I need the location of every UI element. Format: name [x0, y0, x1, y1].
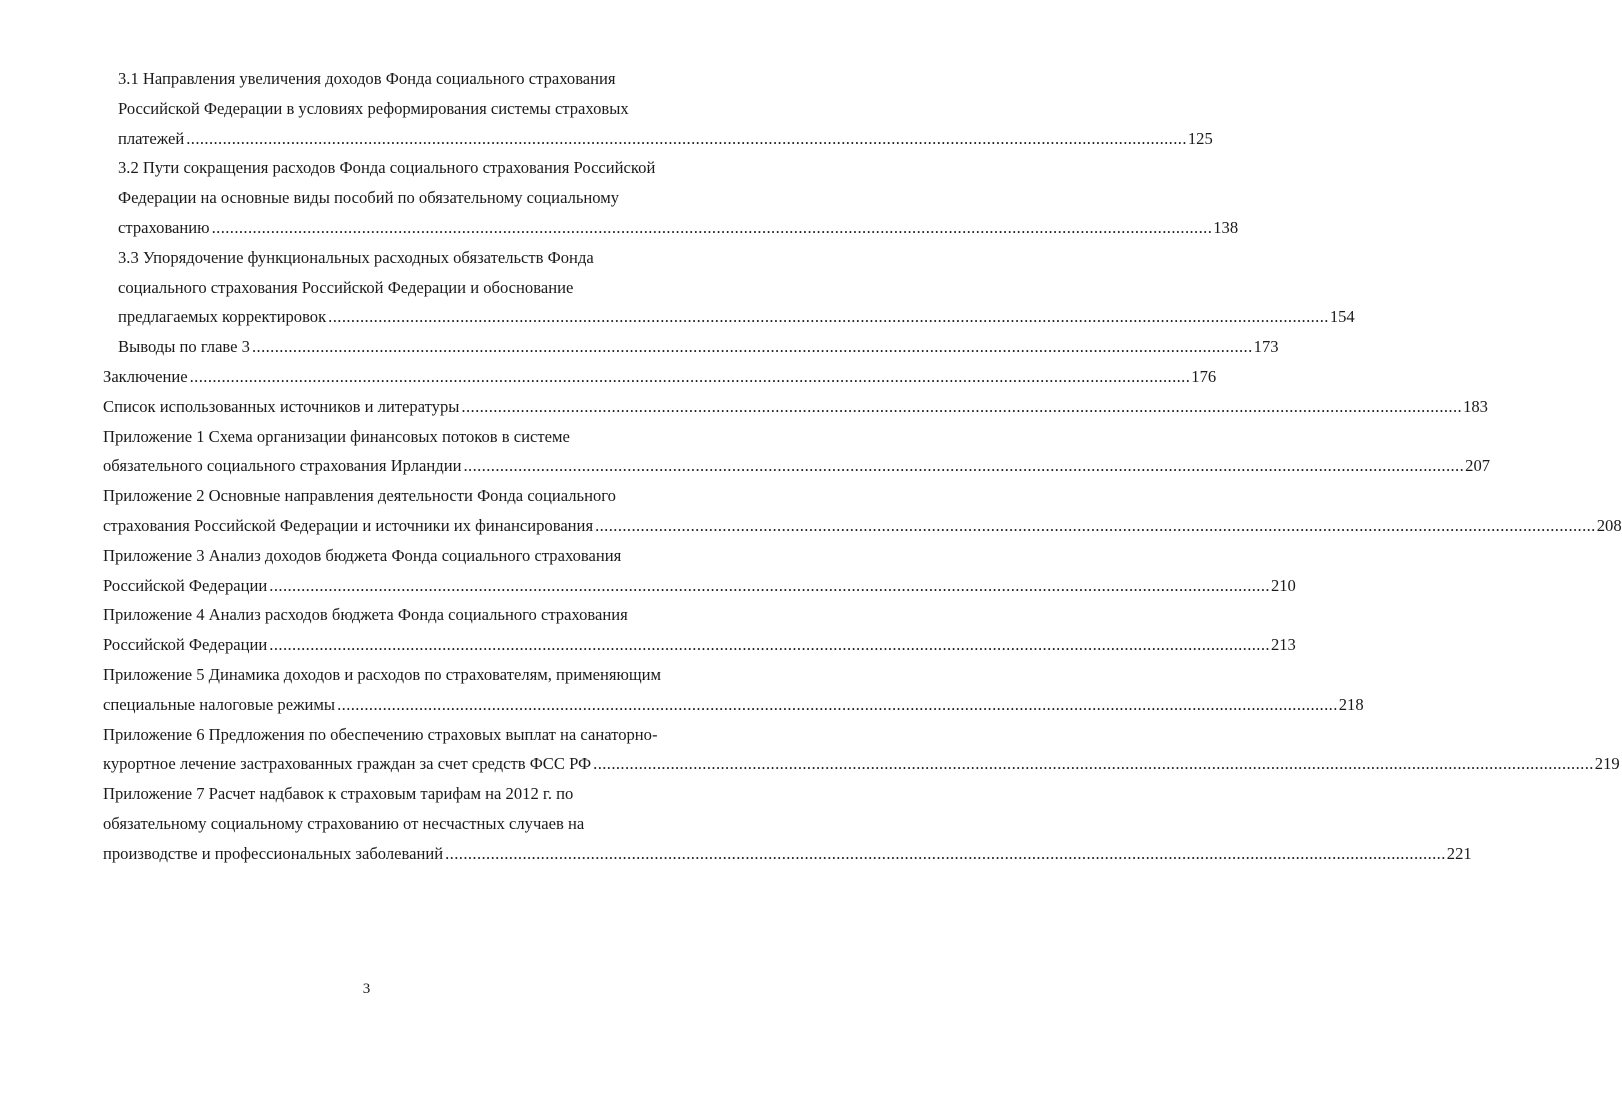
toc-entry-chapter-3-conclusions — [118, 332, 1279, 362]
toc-page-number: 176 — [1191, 366, 1217, 386]
toc-entry-appendix-4 — [103, 600, 1296, 660]
toc-entry-text: Заключение — [103, 366, 188, 386]
dot-leader: ............................................................................................................................................................................................................................ — [593, 754, 1594, 774]
toc-entry-appendix-1 — [103, 422, 1491, 482]
toc-entry-3-3 — [118, 243, 1355, 332]
toc-page-number: 221 — [1446, 843, 1472, 863]
toc-entry-last-line — [103, 362, 1217, 392]
toc-entry-text: Выводы по главе 3 — [118, 337, 250, 357]
dot-leader: ............................................................................................................................................................................................................................ — [186, 128, 1187, 148]
dot-leader: ............................................................................................................................................................................................................................ — [328, 307, 1329, 327]
toc-entry-text: Список использованных источников и литературы — [103, 396, 460, 416]
toc-entry-line: Приложение 5 Динамика доходов и расходов по страхователям, применяющим — [103, 664, 662, 684]
toc-entry-line: Приложение 4 Анализ расходов бюджета Фонда социального страхования — [103, 605, 628, 625]
toc-entry-last-line — [103, 392, 1488, 422]
toc-page-number: 210 — [1270, 575, 1296, 595]
toc-entry-line: 3.2 Пути сокращения расходов Фонда социального страхования Российской — [118, 158, 656, 178]
toc-entry-line: Приложение 6 Предложения по обеспечению страховых выплат на санаторно- — [103, 724, 658, 744]
toc-entry-last-line — [103, 690, 1364, 720]
toc-entry-references — [103, 392, 1488, 422]
toc-entry-last-line — [103, 571, 1296, 601]
toc-entry-line: Федерации на основные виды пособий по обязательному социальному — [118, 188, 620, 208]
toc-entry-line: 3.1 Направления увеличения доходов Фонда социального страхования — [118, 69, 616, 88]
toc-entry-last-line — [103, 511, 1622, 541]
dot-leader: ............................................................................................................................................................................................................................ — [269, 635, 1270, 655]
toc-entry-line: Приложение 3 Анализ доходов бюджета Фонда социального страхования — [103, 545, 622, 565]
dot-leader: ............................................................................................................................................................................................................................ — [269, 575, 1270, 595]
toc-entry-conclusion — [103, 362, 1217, 392]
toc-entry-last-line — [103, 451, 1491, 481]
dot-leader: ............................................................................................................................................................................................................................ — [445, 843, 1446, 863]
toc-entry-text: Российской Федерации — [103, 635, 268, 655]
toc-entry-text: страхования Российской Федерации и источники их финансирования — [103, 515, 594, 535]
toc-entry-line: обязательному социальному страхованию от несчастных случаев на — [103, 813, 585, 833]
toc-entry-3-2 — [118, 153, 1239, 242]
dot-leader: ............................................................................................................................................................................................................................ — [211, 217, 1213, 237]
toc-entry-text: обязательного социального страхования Ирландии — [103, 456, 462, 476]
toc-entry-3-1 — [118, 64, 1213, 153]
toc-entry-line: социального страхования Российской Федерации и обоснование — [118, 277, 574, 297]
toc-entry-line: Российской Федерации в условиях реформирования системы страховых — [118, 98, 629, 118]
toc-entry-text: Российской Федерации — [103, 575, 268, 595]
toc-entry-line: Приложение 7 Расчет надбавок к страховым тарифам на 2012 г. по — [103, 784, 574, 804]
toc-entry-last-line — [103, 749, 1620, 779]
toc-entry-text: предлагаемых корректировок — [118, 307, 327, 327]
toc-page-number: 125 — [1187, 128, 1213, 148]
toc-entry-text: курортное лечение застрахованных граждан за счет средств ФСС РФ — [103, 754, 592, 774]
toc-entry-appendix-7 — [103, 779, 1472, 868]
toc-entry-text: специальные налоговые режимы — [103, 694, 336, 714]
toc-entry-text: производстве и профессиональных заболеваний — [103, 843, 444, 863]
toc-page-number: 207 — [1465, 456, 1491, 476]
dot-leader: ............................................................................................................................................................................................................................ — [595, 515, 1596, 535]
toc-page-number: 218 — [1338, 694, 1364, 714]
page-number: 3 — [362, 981, 371, 997]
dot-leader: ............................................................................................................................................................................................................................ — [337, 694, 1338, 714]
toc-page-number: 138 — [1213, 217, 1239, 237]
dot-leader: ............................................................................................................................................................................................................................ — [461, 396, 1463, 416]
dot-leader: ............................................................................................................................................................................................................................ — [189, 366, 1191, 386]
toc-page-number: 154 — [1329, 307, 1355, 327]
toc-entry-last-line — [103, 839, 1472, 869]
dot-leader: ............................................................................................................................................................................................................................ — [463, 456, 1465, 476]
toc-entry-last-line — [118, 124, 1213, 154]
toc-entry-appendix-6 — [103, 720, 1620, 780]
toc-page-number: 219 — [1594, 754, 1620, 774]
toc-entry-text: платежей — [118, 128, 185, 148]
toc-entry-line: Приложение 1 Схема организации финансовых потоков в системе — [103, 426, 570, 446]
toc-entry-last-line — [118, 213, 1239, 243]
toc-entry-last-line — [118, 332, 1279, 362]
toc-entry-appendix-5 — [103, 660, 1364, 720]
table-of-contents — [0, 64, 1622, 869]
toc-page-number: 183 — [1463, 396, 1488, 416]
toc-entry-appendix-3 — [103, 541, 1296, 601]
toc-entry-line: Приложение 2 Основные направления деятельности Фонда социального — [103, 486, 616, 506]
toc-entry-appendix-2 — [103, 481, 1622, 541]
toc-page-number: 208 — [1596, 515, 1622, 535]
toc-entry-text: страхованию — [118, 217, 210, 237]
toc-entry-last-line — [103, 630, 1296, 660]
toc-page-number: 213 — [1270, 635, 1296, 655]
dot-leader: ............................................................................................................................................................................................................................ — [251, 337, 1253, 357]
toc-entry-line: 3.3 Упорядочение функциональных расходных обязательств Фонда — [118, 247, 594, 267]
toc-page-number: 173 — [1253, 337, 1279, 357]
toc-entry-last-line — [118, 302, 1355, 332]
